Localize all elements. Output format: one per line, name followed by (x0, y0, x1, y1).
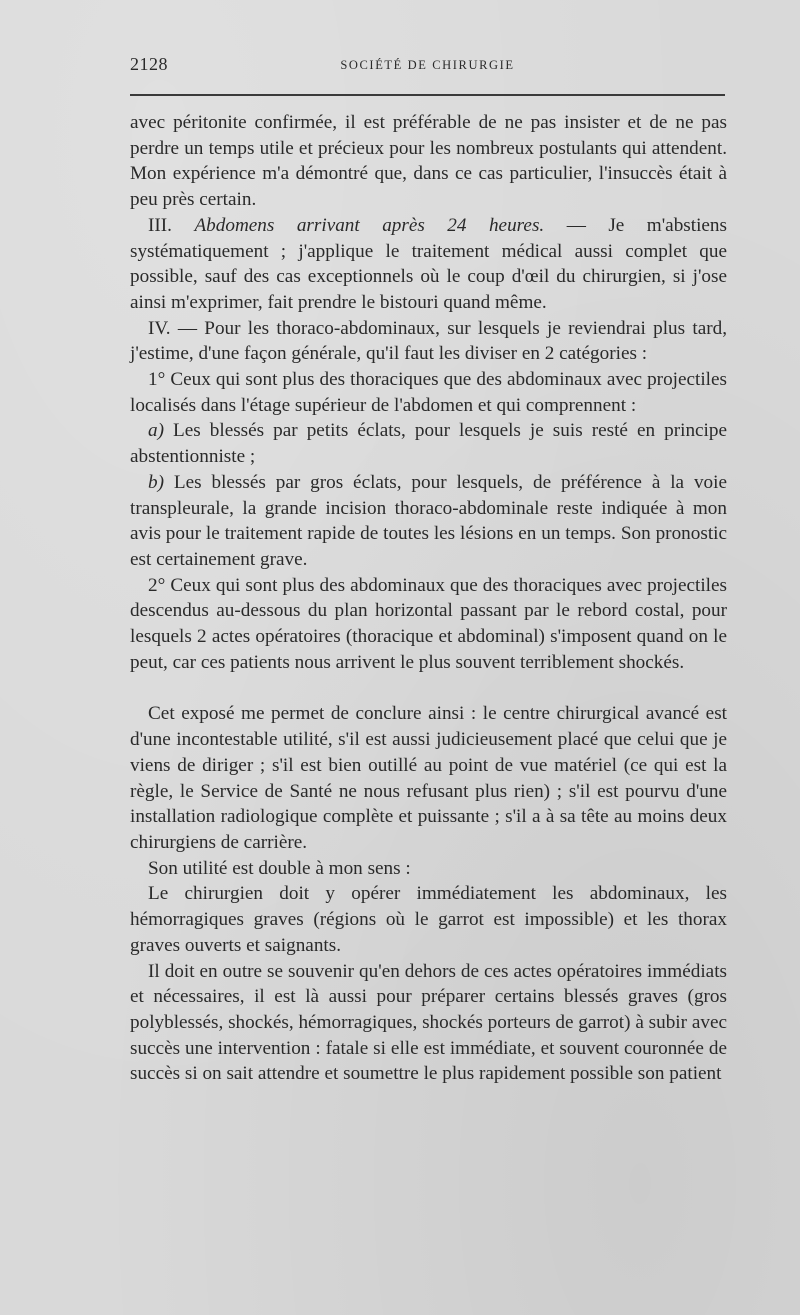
section-body: — Je m'abstiens systématiquement ; j'applique le traitement médical aussi complet que possible, sauf des cas exceptionnels où le coup d'œil du chirurgien, si j'ose ainsi m'exprimer, fait prendre le bistouri quand même. (130, 214, 727, 313)
paragraph-1: avec péritonite confirmée, il est préférable de ne pas insister et de ne pas perdre un temps utile et précieux pour les nombreux postulants qui attendent. Mon expérience m'a démontré que, dans ce cas particulier, l'insuccès était à peu près certain. (130, 112, 727, 211)
item-a-body: Les blessés par petits éclats, pour lesquels je suis resté en principe abstentionniste ; (130, 420, 727, 468)
page-number: 2128 (130, 54, 168, 74)
paragraph-final: Il doit en outre se souvenir qu'en dehors de ces actes opératoires immédiats et nécessaires, il est là aussi pour préparer certains blessés graves (gros polyblessés, shockés, hémorragiques, shockés porteurs de garrot) à subir avec succès une intervention : fatale si elle est immédiate, et souvent couronnée de succès si on sait attendre et soumettre le plus rapidement possible son patient (130, 960, 727, 1085)
item-a-label: a) (148, 420, 164, 442)
paragraph-section-iii (130, 213, 727, 316)
paragraph-utility: Son utilité est double à mon sens : (148, 857, 411, 879)
body-text (130, 110, 727, 1087)
paragraph-category-2: 2° Ceux qui sont plus des abdominaux que des thoraciques avec projectiles descendus au-dessous du plan horizontal passant par le rebord costal, pour lesquels 2 actes opératoires (thoracique et abdominal) s'imposent quand on le peut, car ces patients nous arrivent le plus souvent terriblement shockés. (130, 574, 727, 673)
paragraph-item-b (130, 470, 727, 573)
item-b-body: Les blessés par gros éclats, pour lesquels, de préférence à la voie transpleurale, la grande incision thoraco-abdominale reste indiquée à mon avis pour le traitement rapide de toutes les lésions en un temps. Son pronostic est certainement grave. (130, 471, 727, 570)
section-heading: Abdomens arrivant après 24 heures. (194, 214, 545, 236)
running-head: SOCIÉTÉ DE CHIRURGIE (340, 58, 515, 72)
paragraph-conclusion: Cet exposé me permet de conclure ainsi : le centre chirurgical avancé est d'une incontestable utilité, s'il est aussi judicieusement placé que celui que je viens de diriger ; s'il est bien outillé au point de vue matériel (ce qui est la règle, le Service de Santé ne nous refusant plus rien) ; s'il est pourvu d'une installation radiologique complète et puissante ; s'il a à sa tête au moins deux chirurgiens de carrière. (130, 703, 727, 853)
paragraph-section-iv: IV. — Pour les thoraco-abdominaux, sur lesquels je reviendrai plus tard, j'estime, d'une façon générale, qu'il faut les diviser en 2 catégories : (130, 317, 727, 365)
section-number: III. (148, 214, 195, 236)
page-header (130, 50, 725, 80)
item-b-label: b) (148, 471, 164, 493)
paragraph-item-a (130, 418, 727, 469)
paragraph-gap (130, 675, 727, 701)
paragraph-surgeon: Le chirurgien doit y opérer immédiatement les abdominaux, les hémorragiques graves (régions où le garrot est impossible) et les thorax graves ouverts et saignants. (130, 883, 727, 956)
header-rule (130, 94, 725, 96)
paragraph-category-1: 1° Ceux qui sont plus des thoraciques que des abdominaux avec projectiles localisés dans l'étage supérieur de l'abdomen et qui comprennent : (130, 369, 727, 416)
